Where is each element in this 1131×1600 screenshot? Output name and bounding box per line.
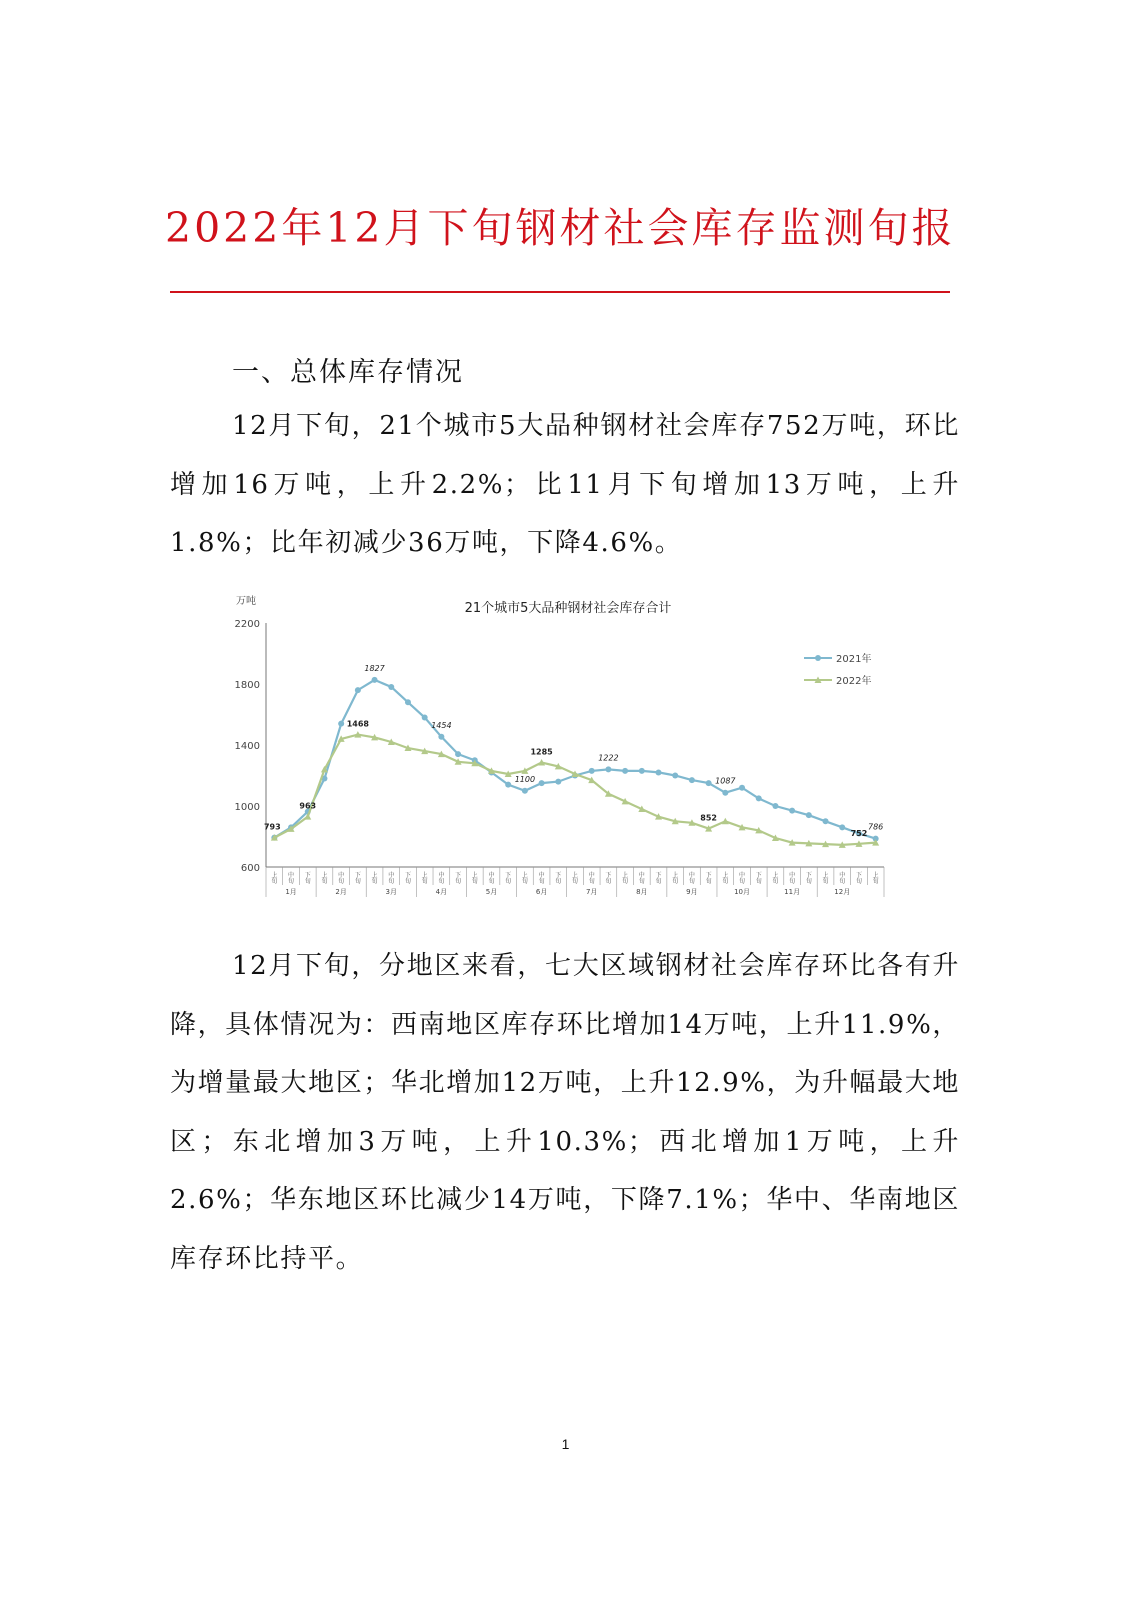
data-point-2021 [839,824,845,830]
data-point-2021 [605,766,611,772]
data-point-2021 [706,780,712,786]
data-point-2021 [772,803,778,809]
data-label: 1285 [530,747,553,757]
data-point-2021 [656,769,662,775]
data-point-2021 [372,677,378,683]
x-tick-label: 下旬 [855,872,862,885]
data-label: 1827 [364,663,385,673]
x-tick-label: 中旬 [789,872,796,885]
data-point-2021 [438,734,444,740]
paragraph-total-inventory: 12月下旬，21个城市5大品种钢材社会库存752万吨，环比增加16万吨，上升2.2%；比11月下旬增加13万吨，上升1.8%；比年初减少36万吨，下降4.6%。 [170,411,960,558]
data-point-2021 [756,795,762,801]
month-label: 7月 [585,888,598,896]
data-point-2021 [405,699,411,705]
month-label: 9月 [686,888,698,896]
x-tick-label: 下旬 [605,872,612,885]
x-tick-label: 上旬 [622,872,629,885]
y-tick-label: 1400 [234,741,260,752]
series-line-2022 [274,735,875,845]
month-label: 11月 [784,888,801,896]
x-tick-label: 中旬 [688,872,695,885]
series-line-2021 [274,680,875,839]
data-label: 1087 [715,776,736,786]
document-title: 2022年12月下旬钢材社会库存监测旬报 [165,204,956,252]
page-number: 1 [561,1436,570,1452]
month-label: 6月 [535,888,548,896]
data-point-2021 [455,751,461,757]
month-label: 4月 [435,888,448,896]
y-tick-label: 1800 [234,680,260,691]
data-label: 1468 [346,719,369,729]
x-tick-label: 中旬 [488,872,495,885]
data-label: 1454 [431,720,452,730]
x-tick-label: 中旬 [388,872,395,885]
data-point-2021 [622,768,628,774]
x-tick-label: 上旬 [872,872,879,885]
data-label: 963 [299,801,317,811]
data-label: 1222 [598,753,619,763]
x-tick-label: 上旬 [371,872,378,885]
data-point-2021 [422,715,428,721]
x-tick-label: 下旬 [505,872,512,885]
x-tick-label: 下旬 [655,872,662,885]
legend-label: 2021年 [836,654,872,665]
x-tick-label: 下旬 [555,872,562,885]
data-point-2021 [522,788,528,794]
x-tick-label: 上旬 [571,872,579,885]
data-label: 793 [263,822,281,832]
data-point-2021 [689,777,695,783]
x-tick-label: 中旬 [338,872,345,885]
x-tick-label: 上旬 [421,872,428,885]
x-tick-label: 下旬 [455,872,462,885]
x-tick-label: 下旬 [304,872,311,885]
data-point-2021 [639,768,645,774]
data-point-2021 [505,782,511,788]
x-tick-label: 下旬 [705,872,712,885]
y-tick-label: 2200 [234,619,260,630]
x-tick-label: 上旬 [321,872,328,885]
legend-label: 2022年 [836,676,872,687]
x-tick-label: 上旬 [722,872,729,885]
x-tick-label: 下旬 [404,872,411,885]
y-tick-label: 600 [240,863,260,874]
data-label: 852 [700,813,717,823]
data-point-2021 [555,779,561,785]
chart-y-unit-label: 万吨 [236,596,256,607]
data-point-2021 [672,773,678,779]
month-label: 12月 [834,888,851,896]
month-label: 3月 [385,888,398,896]
x-tick-label: 中旬 [288,872,295,885]
x-tick-label: 下旬 [805,872,812,885]
x-tick-label: 中旬 [438,872,445,885]
x-tick-label: 上旬 [822,872,829,885]
data-point-2022 [722,818,729,825]
month-label: 10月 [734,888,750,896]
paragraph-regional-inventory: 12月下旬，分地区来看，七大区域钢材社会库存环比各有升降，具体情况为：西南地区库存环比增加14万吨，上升11.9%，为增量最大地区；华北增加12万吨，上升12.9%，为升幅最大地区；东北增加3万吨，上升10.3%；西北增加1万吨，上升2.6%；华东地区环比减少14万吨，下降7.1%；华中、华南地区库存环比持平。 [170,951,960,1274]
data-point-2021 [823,818,829,824]
month-label: 1月 [285,888,297,896]
x-tick-label: 下旬 [354,872,361,885]
chart-series [271,677,879,848]
x-tick-label: 中旬 [839,872,846,885]
x-tick-label: 下旬 [755,872,762,885]
section-heading: 一、总体库存情况 [232,357,464,388]
chart-title: 21个城市5大品种钢材社会库存合计 [464,601,672,616]
data-point-2021 [338,721,344,727]
x-tick-label: 中旬 [739,872,746,885]
data-point-2021 [355,687,361,693]
chart-legend [804,652,871,687]
x-tick-label: 上旬 [521,872,528,885]
data-point-2021 [722,790,728,796]
x-tick-label: 上旬 [271,872,278,885]
data-label: 752 [850,828,868,838]
x-tick-label: 中旬 [638,872,645,885]
month-label: 8月 [636,888,648,896]
x-tick-label: 上旬 [772,872,779,885]
x-tick-label: 中旬 [588,872,595,885]
inventory-line-chart [228,590,908,910]
x-tick-label: 上旬 [672,872,679,885]
y-tick-label: 1000 [234,802,260,813]
month-label: 2月 [335,888,347,896]
x-tick-label: 上旬 [471,872,478,885]
data-point-2021 [589,768,595,774]
data-point-2021 [789,808,795,814]
legend-marker [815,655,821,661]
data-point-2021 [388,684,394,690]
data-label: 786 [868,822,884,832]
data-label: 1100 [514,774,536,784]
data-point-2021 [806,812,812,818]
month-label: 5月 [485,888,498,896]
data-point-2021 [739,785,745,791]
title-rule [170,291,950,293]
data-point-2021 [539,780,545,786]
x-tick-label: 中旬 [538,872,545,885]
